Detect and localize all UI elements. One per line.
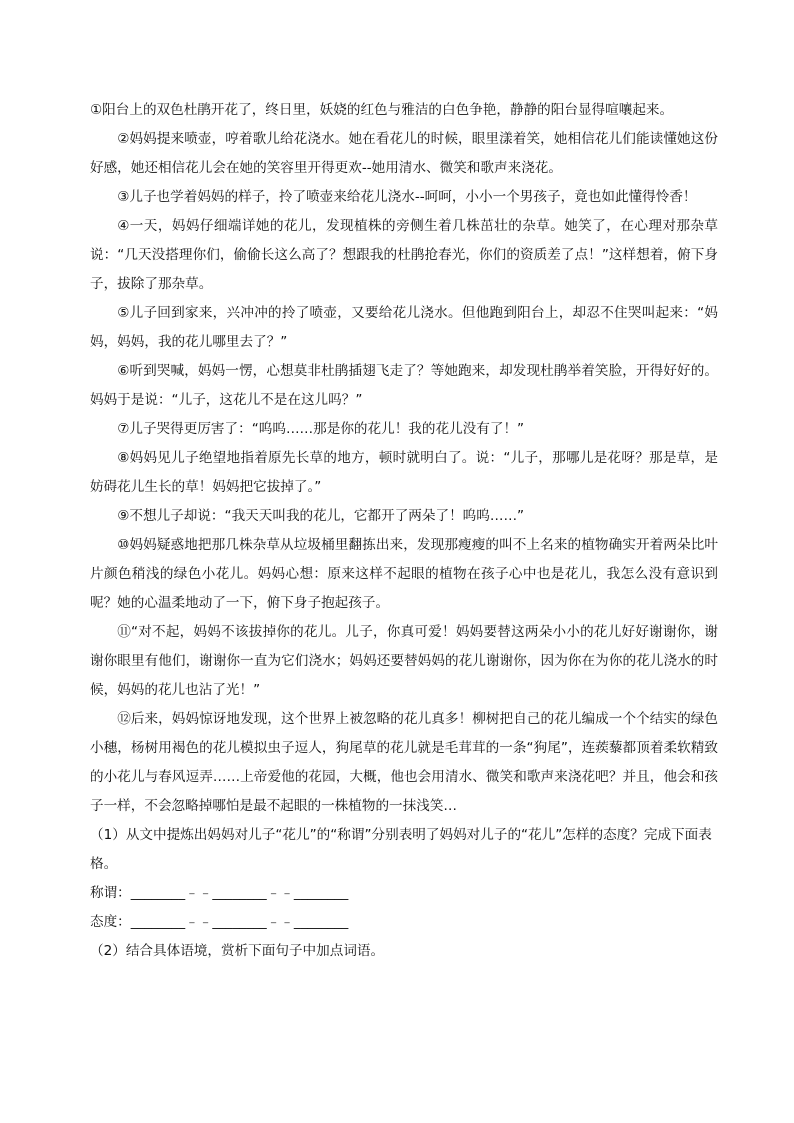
- paragraph-12: ⑫后来，妈妈惊讶地发现，这个世界上被忽略的花儿真多！柳树把自己的花儿编成一个个结实的绿色小穗，杨树用褐色的花儿模拟虫子逗人，狗尾草的花儿就是毛茸茸的一条“狗尾”，连蒺藜都顶着柔软精致的小花儿与春风逗弄……上帝爱他的花园，大概，他也会用清水、微笑和歌声来浇花吧？并且，他会和孩子一样，不会忽略掉哪怕是最不起眼的一株植物的一抹浅笑…: [90, 711, 718, 814]
- paragraph-4: ④一天，妈妈仔细端详她的花儿，发现植株的旁侧生着几株茁壮的杂草。她笑了，在心理对那杂草说：“几天没搭理你们，偷偷长这么高了？想跟我的杜鹃抢春光，你们的资质差了点！”这样想着，俯下身子，拔除了那杂草。: [90, 218, 718, 292]
- question-2: （2）结合具体语境，赏析下面句子中加点词语。: [90, 943, 385, 959]
- paragraph-3: ③儿子也学着妈妈的样子，拎了喷壶来给花儿浇水--呵呵，小小一个男孩子，竟也如此懂得怜香！: [117, 189, 697, 205]
- paragraph-9: ⑨不想儿子却说：“我天天叫我的花儿，它都开了两朵了！呜呜……”: [117, 508, 525, 524]
- paragraph-6: ⑥听到哭喊，妈妈一愣，心想莫非杜鹃插翅飞走了？等她跑来，却发现杜鹃举着笑脸，开得好好的。妈妈于是说：“儿子，这花儿不是在这儿吗？”: [90, 363, 718, 408]
- paragraph-11: ⑪“对不起，妈妈不该拔掉你的花儿。儿子，你真可爱！妈妈要替这两朵小小的花儿好好谢谢你，谢谢你眼里有他们，谢谢你一直为它们浇水；妈妈还要替妈妈的花儿谢谢你，因为你在为你的花儿浇水的时候，妈妈的花儿也沾了光！”: [90, 624, 718, 698]
- paragraph-5: ⑤儿子回到家来，兴冲冲的拎了喷壶，又要给花儿浇水。但他跑到阳台上，却忍不住哭叫起来：“妈妈，妈妈，我的花儿哪里去了？”: [90, 305, 718, 350]
- paragraph-10: ⑩妈妈疑惑地把那几株杂草从垃圾桶里翻拣出来，发现那瘦瘦的叫不上名来的植物确实开着两朵比叶片颜色稍浅的绿色小花儿。妈妈心想：原来这样不起眼的植物在孩子心中也是花儿，我怎么没有意识到呢？她的心温柔地动了一下，俯下身子抱起孩子。: [90, 537, 718, 611]
- reading-passage: [90, 96, 718, 966]
- paragraph-2: ②妈妈提来喷壶，哼着歌儿给花浇水。她在看花儿的时候，眼里漾着笑，她相信花儿们能读懂她这份好感，她还相信花儿会在她的笑容里开得更欢--她用清水、微笑和歌声来浇花。: [90, 131, 718, 176]
- paragraph-1: ①阳台上的双色杜鹃开花了，终日里，妖娆的红色与雅洁的白色争艳，静静的阳台显得喧嚷起来。: [90, 102, 674, 118]
- question-1: （1）从文中提炼出妈妈对儿子“花儿”的“称谓”分别表明了妈妈对儿子的“花儿”怎样的态度？完成下面表格。: [90, 827, 712, 872]
- answer-line-title: 称谓：________﹣﹣________﹣﹣________: [90, 885, 349, 901]
- answer-line-attitude: 态度：________﹣﹣________﹣﹣________: [90, 914, 349, 930]
- paragraph-8: ⑧妈妈见儿子绝望地指着原先长草的地方，顿时就明白了。说：“儿子，那哪儿是花呀？那是草，是妨碍花儿生长的草！妈妈把它拔掉了。”: [90, 450, 718, 495]
- paragraph-7: ⑦儿子哭得更厉害了：“呜呜……那是你的花儿！我的花儿没有了！”: [117, 421, 525, 437]
